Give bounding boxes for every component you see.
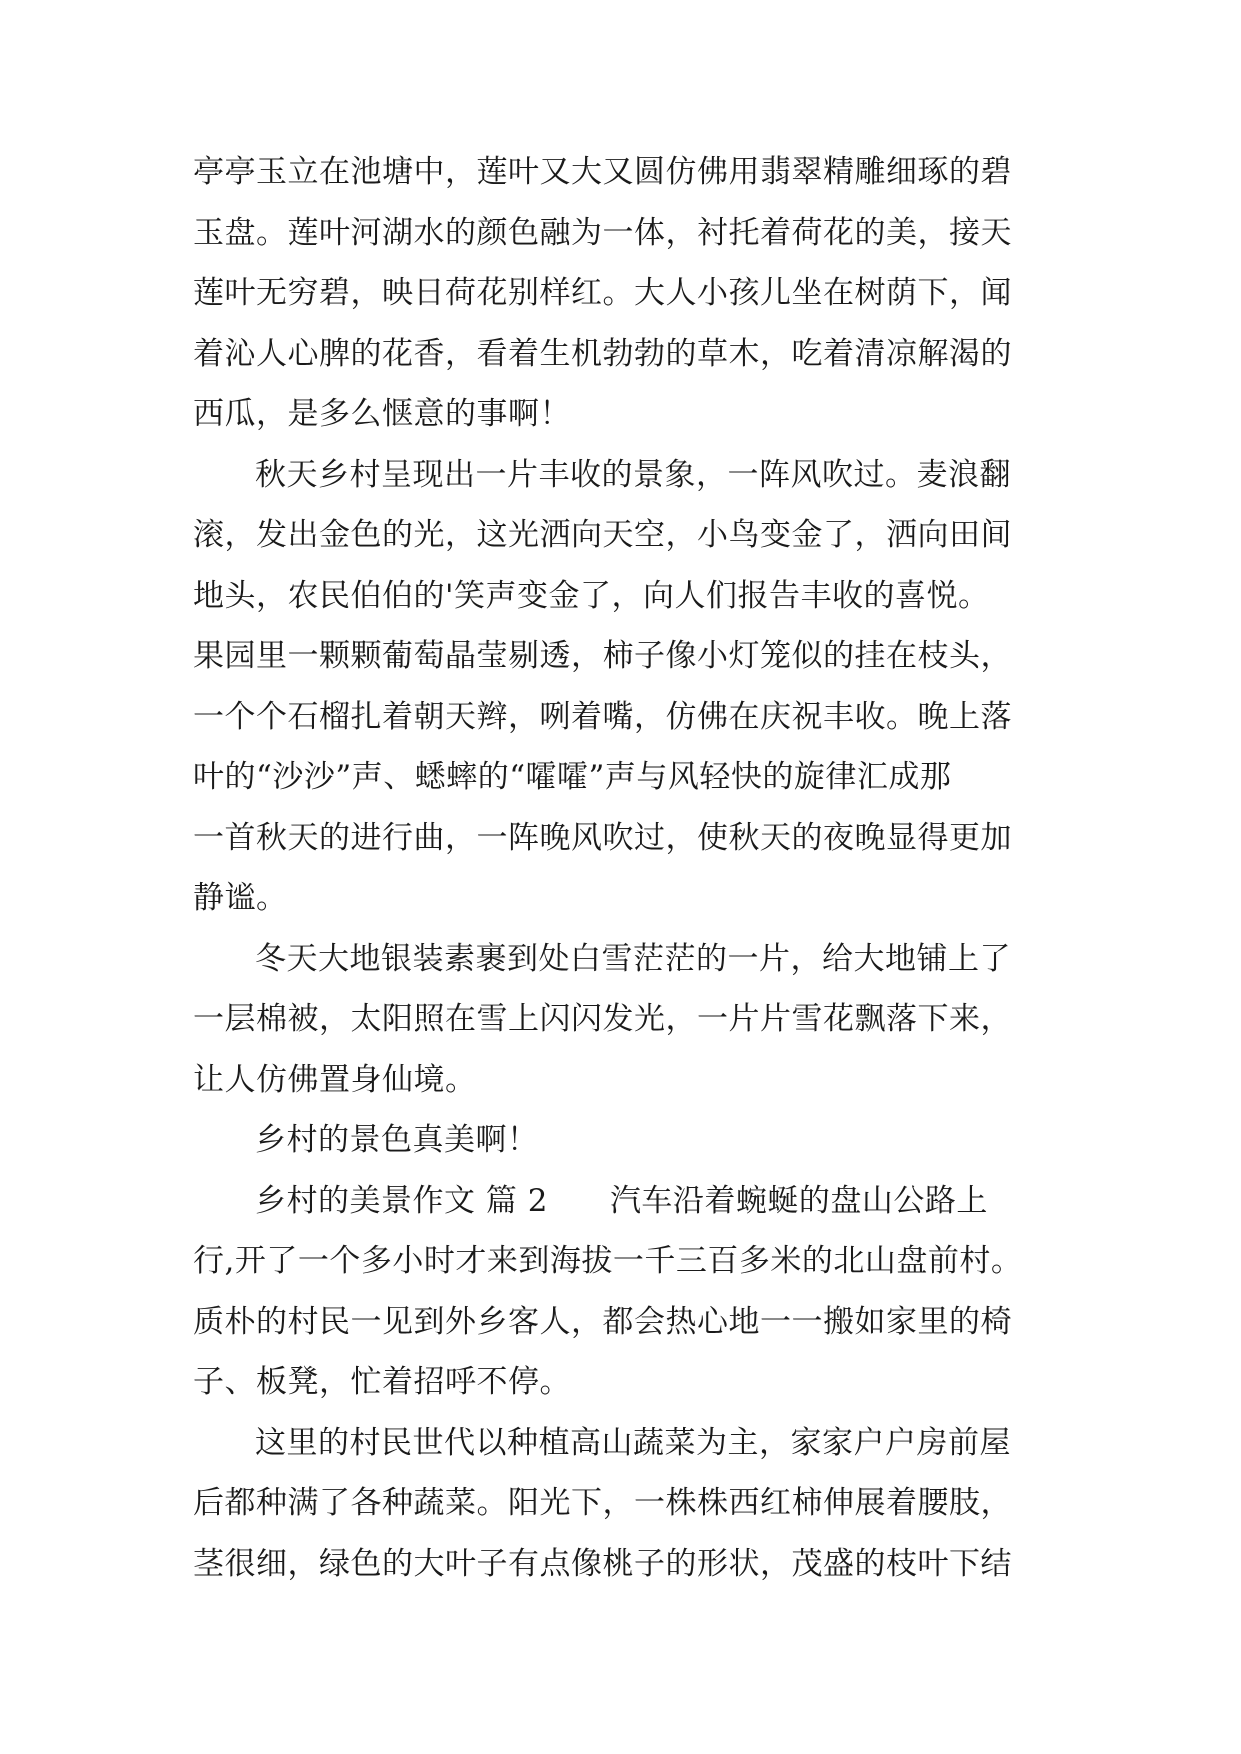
essay-section-title: 乡村的美景作文 篇 2 xyxy=(255,1182,548,1219)
text-line: 莲叶无穷碧，映日荷花别样红。大人小孩儿坐在树荫下，闻 xyxy=(193,275,1012,311)
text-line: 子、板凳，忙着招呼不停。 xyxy=(193,1364,571,1400)
text-line: 地头，农民伯伯的'笑声变金了，向人们报告丰收的喜悦。 xyxy=(193,577,990,614)
text-line: 一个个石榴扎着朝天辫，咧着嘴，仿佛在庆祝丰收。晚上落 xyxy=(193,698,1012,735)
text-line: 后都种满了各种蔬菜。阳光下，一株株西红柿伸展着腰肢， xyxy=(193,1485,1012,1521)
text-line: 玉盘。莲叶河湖水的颜色融为一体，衬托着荷花的美，接天 xyxy=(193,214,1012,251)
text-line: 质朴的村民一见到外乡客人，都会热心地一一搬如家里的椅 xyxy=(193,1303,1012,1340)
text-line: 滚，发出金色的光，这光洒向天空，小鸟变金了，洒向田间 xyxy=(193,517,1012,553)
essay-heading-line xyxy=(193,1171,1053,1232)
text-line: 叶的“沙沙”声、蟋蟀的“嚯嚯”声与风轻快的旋律汇成那 xyxy=(193,759,952,795)
text-line: 果园里一颗颗葡萄晶莹剔透，柿子像小灯笼似的挂在枝头， xyxy=(193,638,1012,674)
text-line: 静谧。 xyxy=(193,880,288,916)
text-line: 行,开了一个多小时才来到海拔一千三百多米的北山盘前村。 xyxy=(193,1243,1023,1279)
text-line: 一首秋天的进行曲，一阵晚风吹过，使秋天的夜晚显得更加 xyxy=(193,819,1012,856)
paragraph-start-line: 乡村的景色真美啊！ xyxy=(255,1122,539,1158)
text-line: 汽车沿着蜿蜒的盘山公路上 xyxy=(609,1182,988,1219)
text-line: 让人仿佛置身仙境。 xyxy=(193,1061,477,1098)
paragraph-start-line: 这里的村民世代以种植高山蔬菜为主，家家户户房前屋 xyxy=(255,1424,1011,1461)
paragraph-start-line: 秋天乡村呈现出一片丰收的景象，一阵风吹过。麦浪翻 xyxy=(255,456,1011,493)
text-line: 着沁人心脾的花香，看着生机勃勃的草木，吃着清凉解渴的 xyxy=(193,335,1012,372)
essay-body xyxy=(193,142,1053,1594)
text-line: 西瓜，是多么惬意的事啊！ xyxy=(193,396,571,432)
text-line: 亭亭玉立在池塘中，莲叶又大又圆仿佛用翡翠精雕细琢的碧 xyxy=(193,154,1012,190)
text-line: 茎很细，绿色的大叶子有点像桃子的形状，茂盛的枝叶下结 xyxy=(193,1545,1012,1582)
text-line: 一层棉被，太阳照在雪上闪闪发光，一片片雪花飘落下来， xyxy=(193,1001,1012,1037)
paragraph-start-line: 冬天大地银装素裹到处白雪茫茫的一片，给大地铺上了 xyxy=(255,940,1011,977)
